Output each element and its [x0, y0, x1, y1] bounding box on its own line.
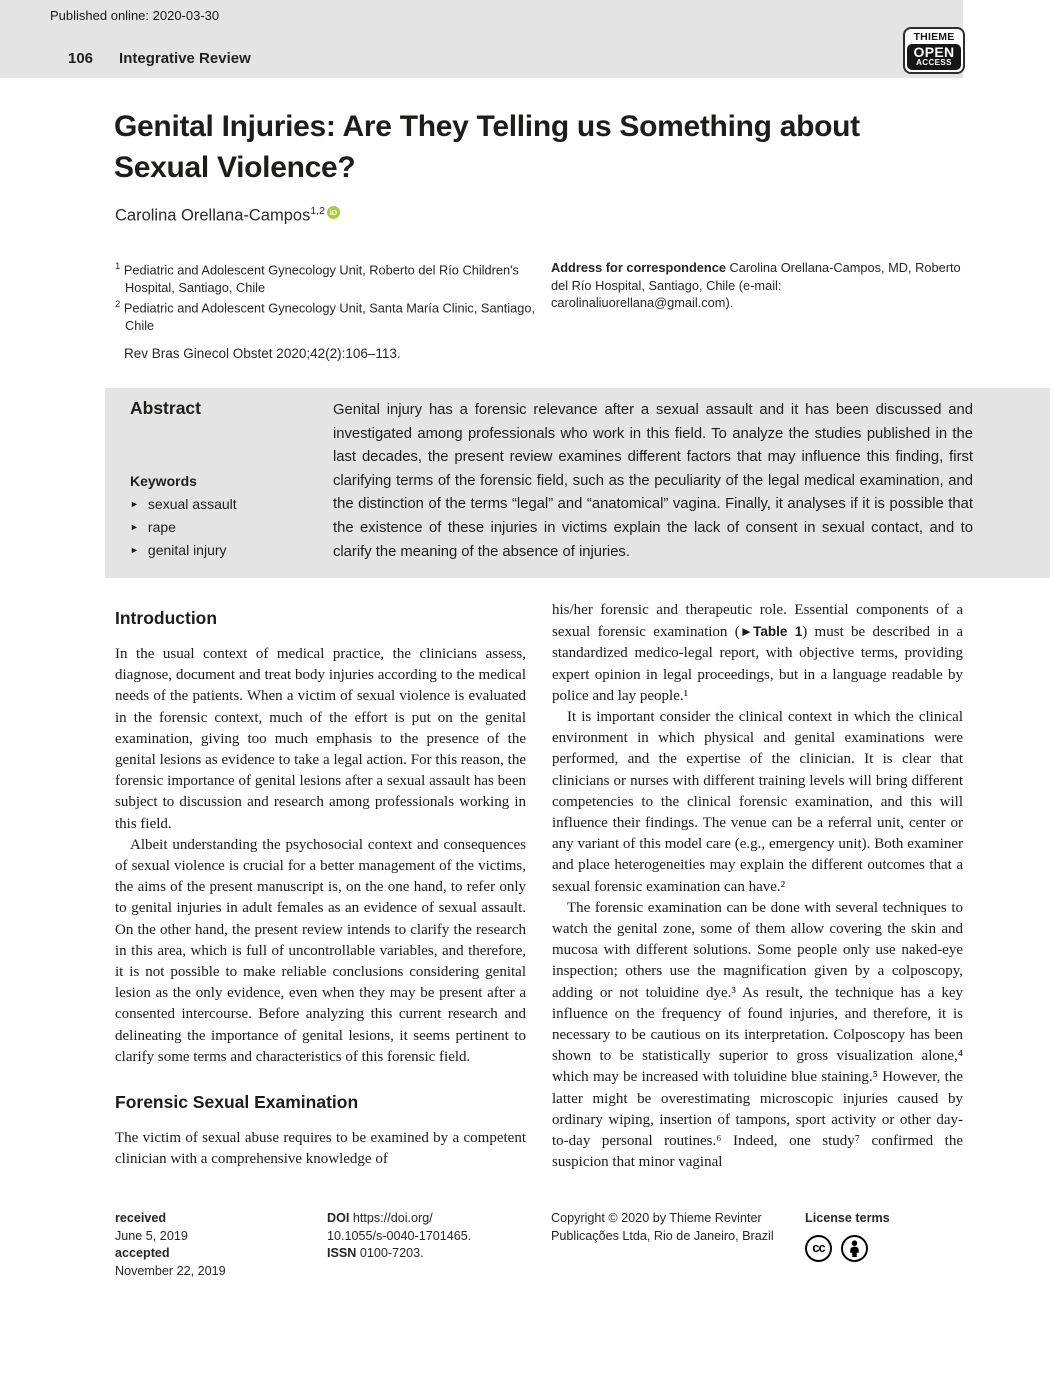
abstract-text: Genital injury has a forensic relevance after a sexual assault and it has been discussed and investigated among professionals who work in this field. To analyze the studies published in the last decades, the present review examines different factors that may influence this finding, first clarifying terms of the forensic field, such as the peculiarity of the legal medical examination, and the distinction of the terms “legal” and “anatomical” vagina. Finally, it analyses if it is possible that the existence of these injuries in victims explain the lack of consent in sexual contact, and to clarify the meaning of the absence of injuries.	[333, 402, 973, 560]
affiliation-marker: 2	[115, 299, 121, 311]
doi-link[interactable]: 10.1055/s-0040-1701465.	[327, 1228, 472, 1243]
affiliation-text: Pediatric and Adolescent Gynecology Unit, Santa María Clinic, Santiago, Chile	[123, 300, 536, 334]
abstract-box	[105, 388, 1050, 578]
doi-label: DOI	[327, 1211, 350, 1225]
section-heading-forensic: Forensic Sexual Examination	[115, 1092, 359, 1113]
received-label: received	[115, 1211, 167, 1225]
copyright-line: Publicações Ltda, Rio de Janeiro, Brazil	[551, 1228, 774, 1243]
person-glyph	[847, 1240, 862, 1257]
correspondence-block	[551, 259, 965, 312]
forensic-paragraph: The victim of sexual abuse requires to be examined by a competent clinician with a comprehensive knowledge of	[115, 1130, 526, 1168]
correspondence-label: Address for correspondence	[551, 260, 726, 275]
keywords-block	[130, 470, 325, 562]
open-text: OPEN	[913, 44, 955, 60]
techniques-paragraph: The forensic examination can be done with several techniques to watch the genital zone, some of them allow covering the skin and mucosa with different solutions. Some people only use naked-eye inspection; others use the magnification given by a colposcopy, adding or not toluidine dye.³ As result, the technique has a key influence on the frequency of found injuries, and therefore, it is necessary to be cautious on its interpretation. Colposcopy has been shown to be statistically superior to gross visualization alone,⁴ which may be increased with toluidine blue staining.⁵ However, the latter might be overestimating microscopic injuries caused by ordinary wiping, insertion of tampons, sport activity or other day-to-day personal routines.⁶ Indeed, one study⁷ confirmed the suspicion that minor vaginal	[552, 899, 963, 1171]
intro-paragraph-1: In the usual context of medical practice, the clinicians assess, diagnose, document and treat body injuries according to the medical needs of the patients. When a victim of sexual violence is evaluated in the forensic context, much of the effort is put on the genital examination, giving too much emphasis to the presence of the genital lesions as evidence to take a legal action. For this reason, the forensic importance of genital lesions after a sexual assault has been subject to discussion and research among professionals working in this field.	[115, 646, 526, 832]
journal-citation: Rev Bras Ginecol Obstet 2020;42(2):106–113.	[124, 346, 401, 361]
orcid-icon[interactable]: iD	[327, 206, 340, 219]
page-number: 106	[68, 50, 94, 67]
article-footer	[115, 1210, 995, 1280]
keyword-item	[130, 493, 325, 516]
cc-icon[interactable]: cc	[805, 1235, 832, 1262]
correspondence-text: Carolina Orellana-Campos, MD, Roberto del Río Hospital, Santiago, Chile (e-mail: carolinaliuorellana@gmail.com).	[551, 260, 961, 310]
category-label: Integrative Review	[119, 50, 251, 67]
paragraph-text: his/her forensic and therapeutic role. Essential components of a sexual forensic examination (	[552, 602, 963, 641]
affiliation-item	[115, 258, 545, 296]
access-text: ACCESS	[916, 58, 952, 67]
right-column	[552, 600, 963, 1173]
left-column	[115, 600, 526, 1173]
continuation-paragraph	[552, 600, 963, 707]
keywords-heading: Keywords	[130, 473, 197, 489]
page-header-row	[68, 50, 251, 67]
doi-block	[327, 1210, 551, 1280]
license-terms-label: License terms	[805, 1211, 890, 1225]
doi-link[interactable]: https://doi.org/	[349, 1211, 433, 1225]
issn-line	[327, 1245, 551, 1263]
license-block	[805, 1210, 955, 1280]
body-columns	[115, 600, 964, 1173]
table-reference[interactable]: ►Table 1	[739, 624, 803, 640]
arrow-bullet-icon: ►	[130, 499, 139, 509]
affiliation-item	[115, 296, 545, 334]
issn-label: ISSN	[327, 1246, 357, 1260]
affiliation-marker: 1	[115, 261, 121, 272]
clinical-context-paragraph: It is important consider the clinical context in which the clinical environment in which physical and genital examinations were performed, and the expertise of the clinician. It is clear that clinicians or nurses with different training levels will bring different competencies to the clinical forensic examination, and this will influence their findings. The venue can be a referral unit, center or any variant of this model care (e.g., emergency unit). Both examiner and place heterogeneities may explain the different outcomes that a sexual forensic examination can have.²	[552, 709, 963, 895]
thieme-logo-text: THIEME	[913, 31, 955, 43]
open-access-badge	[907, 44, 961, 70]
issn-value: 0100-7203.	[356, 1246, 424, 1260]
keyword-label: sexual assault	[147, 496, 237, 512]
article-title: Genital Injuries: Are They Telling us Something about Sexual Violence?	[114, 110, 860, 184]
arrow-bullet-icon: ►	[130, 545, 139, 555]
abstract-heading: Abstract	[130, 398, 201, 418]
doi-line	[327, 1210, 551, 1228]
accepted-label: accepted	[115, 1246, 170, 1260]
page-header-band	[0, 0, 963, 78]
affiliation-text: Pediatric and Adolescent Gynecology Unit, Roberto del Río Children's Hospital, Santiago, Chile	[123, 262, 519, 295]
keyword-label: genital injury	[147, 542, 227, 558]
keyword-item	[130, 516, 325, 539]
license-icons-row	[805, 1235, 955, 1262]
arrow-bullet-icon: ►	[130, 522, 139, 532]
accepted-date: November 22, 2019	[115, 1263, 226, 1278]
author-line	[115, 205, 340, 226]
keyword-label: rape	[147, 519, 176, 535]
author-name: Carolina Orellana-Campos	[115, 206, 311, 225]
intro-paragraph-2: Albeit understanding the psychosocial context and consequences of sexual violence is crucial for a better management of the victims, the aims of the present manuscript is, on the one hand, to refer only to genital injuries in adult females as an evidence of sexual assault. On the other hand, the present review intends to clarify the research in this area, which is full of uncontrollable variables, and therefore, it is not possible to make reliable conclusions considering genital lesion as the only evidence, even when they may be present after a consented intercourse. Before analyzing this current research and delineating the importance of genital lesions, it seems pertinent to clarify some terms and characteristics of this forensic field.	[115, 836, 526, 1065]
thieme-open-access-logo	[903, 27, 965, 74]
section-heading-introduction: Introduction	[115, 608, 218, 628]
published-online-text: Published online: 2020-03-30	[50, 8, 220, 23]
copyright-block	[551, 1210, 805, 1280]
cc-by-person-icon[interactable]	[841, 1235, 868, 1262]
affiliations-list	[115, 258, 545, 335]
received-date: June 5, 2019	[115, 1228, 188, 1243]
paragraph-text: ) must be described in a standardized medico-legal report, with objective terms, providing expert opinion in legal proceedings, but in a language readable by police and lay people.¹	[552, 624, 963, 704]
author-affiliation-sup: 1,2	[310, 205, 325, 217]
keyword-item	[130, 539, 325, 562]
received-block	[115, 1210, 327, 1280]
copyright-line: Copyright © 2020 by Thieme Revinter	[551, 1211, 762, 1225]
